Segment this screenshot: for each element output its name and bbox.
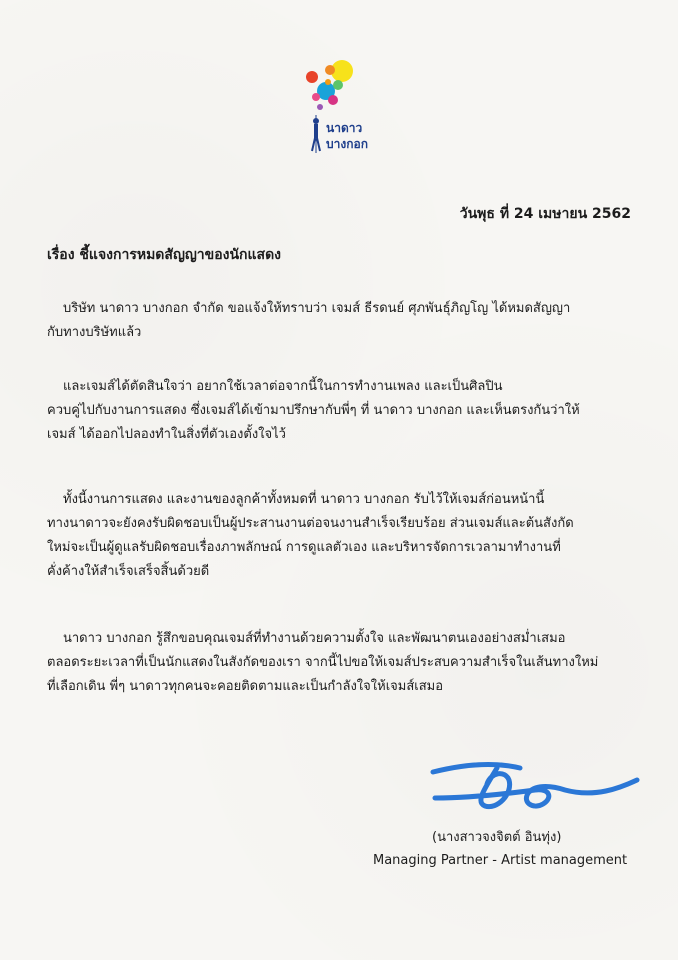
paragraph-line: คั่งค้างให้สำเร็จเสร็จสิ้นด้วยดี <box>47 564 210 579</box>
paragraph-line: และเจมส์ได้ตัดสินใจว่า อยากใช้เวลาต่อจากนี้ในการทำงานเพลง และเป็นศิลปิน <box>63 379 503 394</box>
paragraph-line: กับทางบริษัทแล้ว <box>47 325 142 340</box>
logo-line-1: นาดาว <box>326 121 363 135</box>
paragraph-4 <box>47 627 637 699</box>
logo-wordmark <box>326 120 368 152</box>
paragraph-line: นาดาว บางกอก รู้สึกขอบคุณเจมส์ที่ทำงานด้วยความตั้งใจ และพัฒนาตนเองอย่างสม่ำเสมอ <box>63 631 566 646</box>
paragraph-line: เจมส์ ได้ออกไปลองทำในสิ่งที่ตัวเองตั้งใจไว้ <box>47 427 286 442</box>
paragraph-line: ที่เลือกเดิน พี่ๆ นาดาวทุกคนจะคอยติดตามและเป็นกำลังใจให้เจมส์เสมอ <box>47 679 444 694</box>
paragraph-3 <box>47 488 637 584</box>
paragraph-line: ตลอดระยะเวลาที่เป็นนักแสดงในสังกัดของเรา จากนี้ไปขอให้เจมส์ประสบความสำเร็จในเส้นทางใหม่ <box>47 655 599 670</box>
paragraph-2 <box>47 375 637 447</box>
paragraph-1 <box>47 297 637 345</box>
letter-subject: เรื่อง ชี้แจงการหมดสัญญาของนักแสดง <box>47 247 282 263</box>
paragraph-line: ทั้งนี้งานการแสดง และงานของลูกค้าทั้งหมดที่ นาดาว บางกอก รับไว้ให้เจมส์ก่อนหน้านี้ <box>63 492 545 507</box>
paragraph-line: ใหม่จะเป็นผู้ดูแลรับผิดชอบเรื่องภาพลักษณ์ การดูแลตัวเอง และบริหารจัดการเวลามาทำงานที่ <box>47 540 561 555</box>
paragraph-line: บริษัท นาดาว บางกอก จำกัด ขอแจ้งให้ทราบว่า เจมส์ ธีรดนย์ ศุภพันธุ์ภิญโญ ได้หมดสัญญา <box>63 301 571 316</box>
signer-role: Managing Partner - Artist management <box>373 853 628 868</box>
paragraph-line: ควบคู่ไปกับงานการแสดง ซึ่งเจมส์ได้เข้ามาปรึกษากับพี่ๆ ที่ นาดาว บางกอก และเห็นตรงกันว่าให้ <box>47 403 580 418</box>
logo-line-2: บางกอก <box>326 137 368 151</box>
letter-date: วันพุธ ที่ 24 เมษายน 2562 <box>459 206 631 222</box>
handwritten-signature <box>425 758 645 818</box>
paragraph-line: ทางนาดาวจะยังคงรับผิดชอบเป็นผู้ประสานงานต่อจนงานสำเร็จเรียบร้อย ส่วนเจมส์และต้นสังกัด <box>47 516 574 531</box>
signer-name: (นางสาวจงจิตต์ อินทุ่ง) <box>432 830 562 845</box>
